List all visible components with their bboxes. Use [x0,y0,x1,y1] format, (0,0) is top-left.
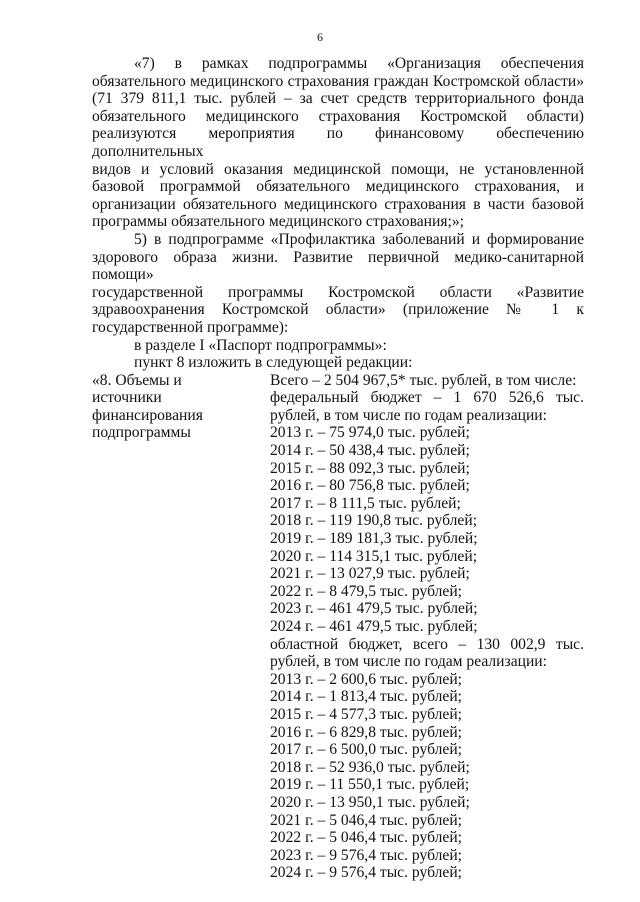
regional-line: областной бюджет, всего – 130 002,9 тыс. [270,635,584,653]
regional-year: 2015 г. – 4 577,3 тыс. рублей; [270,705,463,723]
regional-year: 2021 г. – 5 046,4 тыс. рублей; [270,811,463,829]
regional-year: 2020 г. – 13 950,1 тыс. рублей; [270,793,470,811]
label-line: подпрограммы [92,424,191,442]
regional-year: 2022 г. – 5 046,4 тыс. рублей; [270,829,463,847]
funding-label [92,372,252,442]
regional-year: 2019 г. – 11 550,1 тыс. рублей; [270,776,470,794]
paragraph-5 [92,231,584,337]
section-line: в разделе I «Паспорт подпрограммы»: [134,336,387,354]
page-number: 6 [317,30,323,44]
federal-year: 2022 г. – 8 479,5 тыс. рублей; [270,582,463,600]
federal-year: 2014 г. – 50 438,4 тыс. рублей; [270,442,470,460]
paragraph-7 [92,55,584,231]
text-line: организации обязательного медицинского страхования в части базовой [92,195,584,213]
text-line: видов и условий оказания медицинской помощи, не установленной [92,160,584,178]
label-line: финансирования [92,406,203,424]
federal-year: 2017 г. – 8 111,5 тыс. рублей; [270,494,461,512]
text-line: базовой программой обязательного медицинского страхования, и [92,178,584,196]
federal-year: 2016 г. – 80 756,8 тыс. рублей; [270,477,470,495]
federal-year: 2024 г. – 461 479,5 тыс. рублей; [270,618,478,635]
text-line: реализуются мероприятия по финансовому обеспечению дополнительных [92,125,584,160]
federal-year: 2021 г. – 13 027,9 тыс. рублей; [270,565,470,583]
text-line: обязательного медицинского страхования граждан Костромской области» [92,72,584,90]
federal-year: 2013 г. – 75 974,0 тыс. рублей; [270,424,470,442]
federal-year: 2019 г. – 189 181,3 тыс. рублей; [270,530,478,548]
text-line: (71 379 811,1 тыс. рублей – за счет средств территориального фонда [92,90,584,108]
text-line: здравоохранения Костромской области» (приложение № 1 к [92,301,584,319]
federal-line: федеральный бюджет – 1 670 526,6 тыс. [270,389,584,407]
label-line: «8. Объемы и [92,371,182,389]
text-line: «7) в рамках подпрограммы «Организация обеспечения [134,55,584,72]
federal-year: 2020 г. – 114 315,1 тыс. рублей; [270,547,478,565]
text-line: обязательного медицинского страхования Костромской области) [92,107,584,125]
point-line: пункт 8 изложить в следующей редакции: [134,354,413,372]
funding-total: Всего – 2 504 967,5* тыс. рублей, в том числе: [270,371,577,389]
regional-year: 2023 г. – 9 576,4 тыс. рублей; [270,846,463,864]
text-line: государственной программе): [92,318,289,336]
federal-year: 2023 г. – 461 479,5 тыс. рублей; [270,600,478,618]
federal-line: рублей, в том числе по годам реализации: [270,406,547,424]
federal-year: 2015 г. – 88 092,3 тыс. рублей; [270,459,470,477]
regional-year: 2017 г. – 6 500,0 тыс. рублей; [270,741,463,759]
regional-year: 2016 г. – 6 829,8 тыс. рублей; [270,723,463,741]
federal-year: 2018 г. – 119 190,8 тыс. рублей; [270,512,478,530]
regional-year: 2014 г. – 1 813,4 тыс. рублей; [270,688,463,706]
document-body [92,55,584,882]
text-line: здорового образа жизни. Развитие первичной медико-санитарной помощи» [92,248,584,284]
regional-year: 2024 г. – 9 576,4 тыс. рублей; [270,864,463,882]
text-line: государственной программы Костромской области «Развитие [92,283,584,301]
regional-year: 2013 г. – 2 600,6 тыс. рублей; [270,670,463,688]
text-line: программы обязательного медицинского страхования;»; [92,213,464,231]
funding-body [270,372,584,882]
text-line: 5) в подпрограмме «Профилактика заболеваний и формирование [134,230,584,248]
funding-table [92,372,584,882]
label-line: источники [92,389,162,407]
regional-line: рублей, в том числе по годам реализации: [270,653,547,671]
regional-year: 2018 г. – 52 936,0 тыс. рублей; [270,758,470,776]
